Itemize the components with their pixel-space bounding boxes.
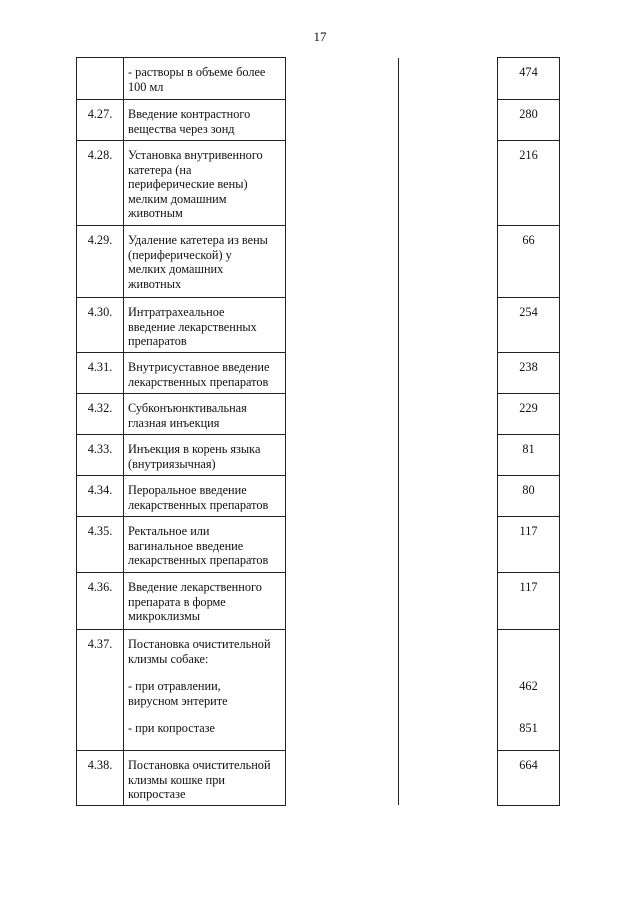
empty-column [399,58,498,100]
item-number: 4.27. [77,100,124,141]
item-number: 4.31. [77,353,124,394]
service-name [124,476,286,517]
price-value: 81 [498,435,560,476]
service-name [124,353,286,394]
table-row [77,353,560,394]
item-number: 4.36. [77,573,124,630]
empty-column [286,751,399,806]
empty-column [399,573,498,630]
sub-item [128,721,281,736]
name-line: лекарственных препаратов [128,497,269,512]
item-number: 4.35. [77,517,124,573]
name-line: копростазе [128,787,186,801]
table-row [77,476,560,517]
name-line: вещества через зонд [128,121,235,136]
name-line: мелким домашним [128,191,227,206]
name-line: (внутриязычная) [128,456,216,471]
empty-column [399,226,498,298]
empty-column [286,435,399,476]
empty-column [286,100,399,141]
price-table [76,57,560,806]
name-line: клизмы кошке при [128,772,225,787]
name-line: Субконъюнктивальная [128,401,247,415]
name-line: катетера (на [128,162,192,177]
empty-column [286,226,399,298]
name-line: мелких домашних [128,262,224,276]
price-value [498,630,560,751]
name-line: Ректальное или [128,524,210,538]
empty-column [286,353,399,394]
empty-column [399,630,498,751]
name-line: Инъекция в корень языка [128,442,261,456]
service-name [124,141,286,226]
empty-column [399,435,498,476]
name-line: - при копростазе [128,721,215,735]
price-value: 216 [498,141,560,226]
empty-column [399,353,498,394]
name-line: Пероральное введение [128,483,247,497]
price-value: 238 [498,353,560,394]
table-row [77,517,560,573]
empty-column [399,141,498,226]
table-row [77,100,560,141]
service-name [124,751,286,806]
empty-column [399,517,498,573]
name-line: Интратрахеальное [128,305,225,319]
empty-column [286,476,399,517]
name-line: введение лекарственных [128,319,257,334]
sub-item-price: 851 [519,720,538,735]
service-name [124,517,286,573]
price-value: 229 [498,394,560,435]
name-line: животных [128,276,182,291]
service-name [124,100,286,141]
price-value: 254 [498,298,560,353]
item-number: 4.33. [77,435,124,476]
name-line: микроклизмы [128,609,201,623]
empty-column [286,517,399,573]
empty-column [399,298,498,353]
service-name [124,435,286,476]
name-line: - растворы в объеме более [128,65,266,79]
table-row [77,58,560,100]
empty-column [286,298,399,353]
table-row [77,226,560,298]
name-line: Введение лекарственного [128,580,262,594]
sub-item-price: 462 [519,679,538,693]
empty-column [399,394,498,435]
price-value: 474 [498,58,560,100]
name-line: препарата в форме [128,594,226,609]
name-line: лекарственных препаратов [128,374,269,389]
name-line: препаратов [128,334,187,348]
item-number: 4.38. [77,751,124,806]
service-name [124,630,286,751]
item-number: 4.32. [77,394,124,435]
empty-column [286,394,399,435]
price-value: 117 [498,517,560,573]
name-line: Введение контрастного [128,107,251,121]
empty-column [286,630,399,751]
name-line: периферические вены) [128,177,248,191]
table-row [77,394,560,435]
name-line: глазная инъекция [128,415,220,430]
item-number: 4.30. [77,298,124,353]
table-row [77,751,560,806]
name-line: вагинальное введение [128,538,244,553]
service-name [124,394,286,435]
service-name [124,573,286,630]
table-row [77,435,560,476]
table-row [77,141,560,226]
service-name [124,58,286,100]
name-line: Постановка очистительной [128,758,271,772]
name-line: лекарственных препаратов [128,553,269,567]
empty-column [286,573,399,630]
item-number: 4.34. [77,476,124,517]
service-name [124,226,286,298]
sub-item [128,679,281,708]
table-row [77,298,560,353]
page-number: 17 [313,29,327,44]
service-name [124,298,286,353]
name-line: вирусном энтерите [128,693,228,708]
empty-column [286,141,399,226]
name-line: клизмы собаке: [128,651,209,666]
name-line: Удаление катетера из вены [128,233,268,247]
price-value: 66 [498,226,560,298]
empty-column [286,58,399,100]
empty-column [399,751,498,806]
price-table-body [77,58,560,806]
empty-column [399,476,498,517]
item-number: 4.28. [77,141,124,226]
name-line: - при отравлении, [128,679,221,693]
empty-column [399,100,498,141]
table-row [77,630,560,751]
name-line: 100 мл [128,79,164,94]
name-line: Постановка очистительной [128,637,271,651]
table-row [77,573,560,630]
name-line: Установка внутривенного [128,148,263,162]
name-line: животным [128,206,183,220]
item-number: 4.29. [77,226,124,298]
name-line: Внутрисуставное введение [128,360,270,374]
name-line: (периферической) у [128,247,232,262]
price-value: 117 [498,573,560,630]
price-value: 664 [498,751,560,806]
price-value: 80 [498,476,560,517]
item-number [77,58,124,100]
item-number: 4.37. [77,630,124,751]
price-value: 280 [498,100,560,141]
